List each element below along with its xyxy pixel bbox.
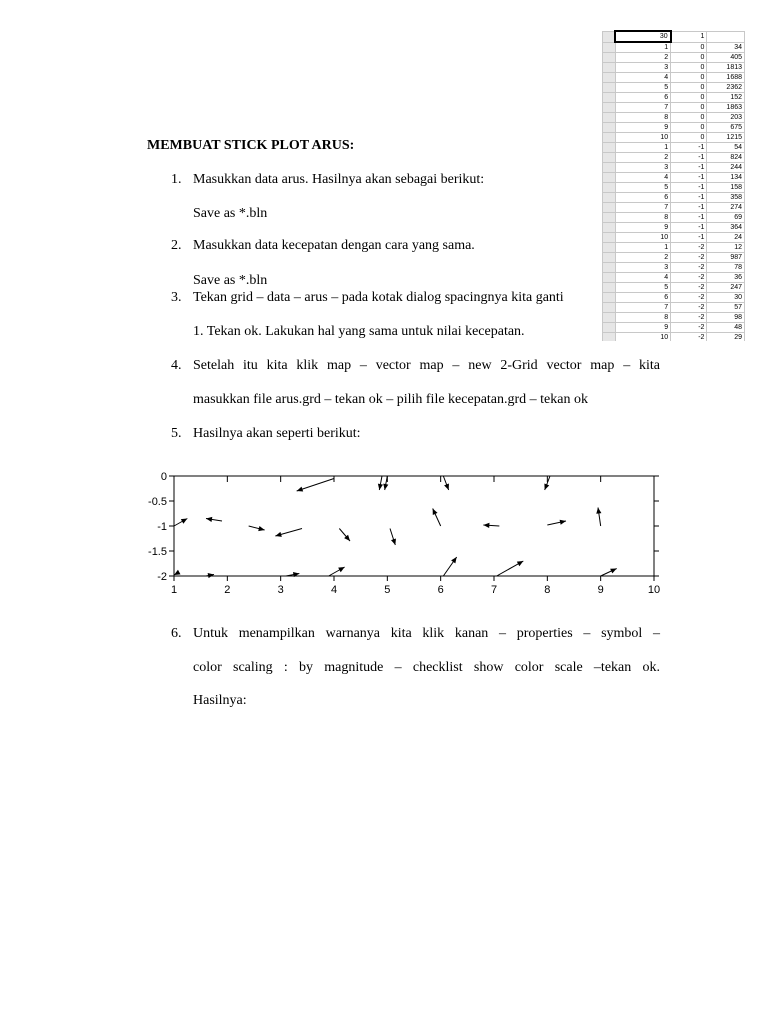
step-2-note: Save as *.bln <box>193 273 268 288</box>
vector-arrowhead <box>596 508 601 514</box>
spreadsheet-cell <box>603 283 616 293</box>
spreadsheet-cell <box>603 183 616 193</box>
spreadsheet-cell: 8 <box>615 213 670 223</box>
spreadsheet-cell <box>603 253 616 263</box>
spreadsheet-cell: 9 <box>615 123 670 133</box>
spreadsheet-cell: 0 <box>671 93 707 103</box>
step-6-text: Untuk menampilkan warnanya kita klik kanan – properties – symbol – <box>193 626 660 641</box>
x-tick-label: 3 <box>277 584 284 596</box>
spreadsheet-cell <box>603 123 616 133</box>
spreadsheet-cell: -2 <box>671 253 707 263</box>
spreadsheet-cell: 3 <box>615 163 670 173</box>
spreadsheet-cell: 6 <box>615 293 670 303</box>
x-tick-label: 1 <box>170 584 178 596</box>
spreadsheet-cell: 824 <box>707 153 745 163</box>
spreadsheet-cell: 6 <box>615 93 670 103</box>
step-3-number: 3. <box>171 290 182 305</box>
spreadsheet-cell <box>603 243 616 253</box>
spreadsheet-cell: 34 <box>707 42 745 53</box>
vector-arrowhead <box>206 517 212 522</box>
spreadsheet-cell: -2 <box>671 263 707 273</box>
x-tick-label: 8 <box>544 584 551 596</box>
spreadsheet-cell: 0 <box>671 53 707 63</box>
spreadsheet-cell: 0 <box>671 113 707 123</box>
spreadsheet-cell <box>603 213 616 223</box>
spreadsheet-cell: 675 <box>707 123 745 133</box>
spreadsheet-cell: 36 <box>707 273 745 283</box>
spreadsheet-cell: -2 <box>671 313 707 323</box>
vector-arrowhead <box>391 538 396 545</box>
spreadsheet-cell: 54 <box>707 143 745 153</box>
spreadsheet-cell <box>603 42 616 53</box>
spreadsheet-cell: -1 <box>671 223 707 233</box>
spreadsheet-cell: -1 <box>671 173 707 183</box>
spreadsheet-row <box>603 163 745 173</box>
step-3-text: Tekan grid – data – arus – pada kotak dialog spacingnya kita ganti <box>193 290 564 305</box>
spreadsheet-cell: -2 <box>671 333 707 342</box>
spreadsheet-cell <box>603 173 616 183</box>
x-tick-label: 5 <box>384 584 391 596</box>
spreadsheet-row <box>603 263 745 273</box>
step-2-text: Masukkan data kecepatan dengan cara yang sama. <box>193 238 475 253</box>
spreadsheet-cell: -2 <box>671 273 707 283</box>
x-tick-label: 10 <box>647 584 661 596</box>
spreadsheet-row <box>603 323 745 333</box>
spreadsheet-cell: -1 <box>671 193 707 203</box>
spreadsheet-cell: 1863 <box>707 103 745 113</box>
spreadsheet-cell: 203 <box>707 113 745 123</box>
spreadsheet-cell <box>603 133 616 143</box>
spreadsheet-row <box>603 253 745 263</box>
spreadsheet-cell: 0 <box>671 103 707 113</box>
spreadsheet-cell: 0 <box>671 123 707 133</box>
spreadsheet-row <box>603 63 745 73</box>
step-6-number: 6. <box>171 626 182 641</box>
step-6-text-cont: color scaling : by magnitude – checklist show color scale –tekan ok. <box>193 660 660 675</box>
spreadsheet-cell: 7 <box>615 103 670 113</box>
spreadsheet-cell: 0 <box>671 133 707 143</box>
spreadsheet-row <box>603 31 745 42</box>
step-1-text: Masukkan data arus. Hasilnya akan sebagai berikut: <box>193 172 485 187</box>
vector-arrowhead <box>174 570 181 575</box>
spreadsheet-cell <box>603 31 616 42</box>
spreadsheet-cell: -1 <box>671 203 707 213</box>
spreadsheet-cell: 57 <box>707 303 745 313</box>
spreadsheet-cell: 1 <box>615 42 670 53</box>
vector-arrowhead <box>451 557 457 563</box>
spreadsheet-row <box>603 73 745 83</box>
spreadsheet-row <box>603 183 745 193</box>
spreadsheet-cell <box>603 53 616 63</box>
y-tick-label: -2 <box>157 571 167 583</box>
spreadsheet-cell: 69 <box>707 213 745 223</box>
spreadsheet-cell <box>603 63 616 73</box>
spreadsheet-cell <box>603 323 616 333</box>
spreadsheet-cell: -1 <box>671 163 707 173</box>
plot-frame <box>174 476 654 576</box>
spreadsheet-cell: 152 <box>707 93 745 103</box>
spreadsheet-cell: 9 <box>615 323 670 333</box>
y-tick-label: -1.5 <box>148 546 167 558</box>
spreadsheet-image <box>602 30 745 341</box>
spreadsheet-cell <box>603 203 616 213</box>
spreadsheet-cell: 7 <box>615 303 670 313</box>
spreadsheet-row <box>603 173 745 183</box>
vector-arrowhead <box>275 532 281 537</box>
spreadsheet-row <box>603 223 745 233</box>
spreadsheet-cell: 3 <box>615 63 670 73</box>
spreadsheet-cell: 10 <box>615 233 670 243</box>
spreadsheet-row <box>603 303 745 313</box>
spreadsheet-row <box>603 193 745 203</box>
spreadsheet-row <box>603 42 745 53</box>
spreadsheet-cell <box>603 313 616 323</box>
vector-arrowhead <box>297 487 304 492</box>
spreadsheet-cell: -2 <box>671 293 707 303</box>
spreadsheet-row <box>603 93 745 103</box>
spreadsheet-row <box>603 273 745 283</box>
spreadsheet-cell: -2 <box>671 323 707 333</box>
spreadsheet-cell: 244 <box>707 163 745 173</box>
spreadsheet-row <box>603 103 745 113</box>
spreadsheet-cell: 12 <box>707 243 745 253</box>
y-tick-label: 0 <box>160 471 167 483</box>
spreadsheet-cell: 0 <box>671 73 707 83</box>
spreadsheet-cell <box>603 233 616 243</box>
spreadsheet-cell <box>603 83 616 93</box>
spreadsheet-row <box>603 243 745 253</box>
spreadsheet-cell <box>603 333 616 342</box>
y-tick-label: -0.5 <box>148 496 167 508</box>
spreadsheet-cell: 48 <box>707 323 745 333</box>
spreadsheet-cell: 4 <box>615 273 670 283</box>
step-1-number: 1. <box>171 172 182 187</box>
step-4-text-cont: masukkan file arus.grd – tekan ok – pilih file kecepatan.grd – tekan ok <box>193 392 588 407</box>
spreadsheet-cell: 10 <box>615 333 670 342</box>
spreadsheet-row <box>603 203 745 213</box>
spreadsheet-cell <box>603 263 616 273</box>
vector-arrowhead <box>378 484 383 490</box>
spreadsheet-cell: 5 <box>615 283 670 293</box>
x-tick-label: 9 <box>597 584 604 596</box>
spreadsheet-cell: -2 <box>671 283 707 293</box>
spreadsheet-cell: 134 <box>707 173 745 183</box>
step-4-number: 4. <box>171 358 182 373</box>
vector-arrowhead <box>258 526 264 531</box>
spreadsheet-table <box>602 30 745 341</box>
spreadsheet-cell: 1215 <box>707 133 745 143</box>
spreadsheet-cell: -1 <box>671 143 707 153</box>
spreadsheet-cell: 1 <box>615 143 670 153</box>
document-title: MEMBUAT STICK PLOT ARUS: <box>147 138 355 153</box>
spreadsheet-row <box>603 233 745 243</box>
spreadsheet-row <box>603 153 745 163</box>
spreadsheet-row <box>603 113 745 123</box>
spreadsheet-cell <box>707 31 745 42</box>
step-5-text: Hasilnya akan seperti berikut: <box>193 426 361 441</box>
spreadsheet-row <box>603 123 745 133</box>
x-tick-label: 7 <box>490 584 498 596</box>
spreadsheet-cell <box>603 273 616 283</box>
spreadsheet-cell: -2 <box>671 303 707 313</box>
step-4-text: Setelah itu kita klik map – vector map – new 2-Grid vector map – kita <box>193 358 660 373</box>
spreadsheet-cell: 987 <box>707 253 745 263</box>
spreadsheet-cell: 29 <box>707 333 745 342</box>
x-tick-label: 6 <box>437 584 444 596</box>
spreadsheet-cell: 30 <box>707 293 745 303</box>
vector-arrowhead <box>483 523 489 528</box>
spreadsheet-cell: 0 <box>671 63 707 73</box>
spreadsheet-cell: 2 <box>615 253 670 263</box>
stick-plot-chart <box>140 462 670 602</box>
spreadsheet-cell: 2 <box>615 53 670 63</box>
spreadsheet-row <box>603 133 745 143</box>
spreadsheet-cell: 0 <box>671 42 707 53</box>
spreadsheet-cell: 5 <box>615 183 670 193</box>
spreadsheet-cell: 9 <box>615 223 670 233</box>
step-1-note: Save as *.bln <box>193 206 268 221</box>
spreadsheet-cell <box>603 193 616 203</box>
spreadsheet-row <box>603 313 745 323</box>
spreadsheet-cell: 405 <box>707 53 745 63</box>
spreadsheet-cell: 6 <box>615 193 670 203</box>
spreadsheet-cell: 1813 <box>707 63 745 73</box>
spreadsheet-cell: 158 <box>707 183 745 193</box>
vector-arrowhead <box>383 484 388 490</box>
spreadsheet-cell <box>603 153 616 163</box>
spreadsheet-cell: -1 <box>671 183 707 193</box>
vector-arrowhead <box>444 483 449 490</box>
spreadsheet-cell: 2 <box>615 153 670 163</box>
spreadsheet-cell: 0 <box>671 83 707 93</box>
spreadsheet-cell: 274 <box>707 203 745 213</box>
spreadsheet-cell: -1 <box>671 213 707 223</box>
spreadsheet-cell: 358 <box>707 193 745 203</box>
spreadsheet-cell: 8 <box>615 113 670 123</box>
spreadsheet-cell: 4 <box>615 73 670 83</box>
spreadsheet-cell: 4 <box>615 173 670 183</box>
spreadsheet-cell <box>603 303 616 313</box>
spreadsheet-cell: 364 <box>707 223 745 233</box>
spreadsheet-cell: 98 <box>707 313 745 323</box>
spreadsheet-cell: -2 <box>671 243 707 253</box>
spreadsheet-row <box>603 283 745 293</box>
spreadsheet-cell: -1 <box>671 153 707 163</box>
vector-arrowhead <box>544 483 549 490</box>
step-2-number: 2. <box>171 238 182 253</box>
spreadsheet-cell: 5 <box>615 83 670 93</box>
spreadsheet-cell <box>603 103 616 113</box>
spreadsheet-row <box>603 53 745 63</box>
spreadsheet-row <box>603 213 745 223</box>
spreadsheet-cell: 1688 <box>707 73 745 83</box>
spreadsheet-cell: 2362 <box>707 83 745 93</box>
spreadsheet-cell <box>603 93 616 103</box>
spreadsheet-cell: 247 <box>707 283 745 293</box>
x-tick-label: 4 <box>330 584 338 596</box>
spreadsheet-cell: 24 <box>707 233 745 243</box>
spreadsheet-cell: 3 <box>615 263 670 273</box>
step-3-text-cont: 1. Tekan ok. Lakukan hal yang sama untuk nilai kecepatan. <box>193 324 525 339</box>
spreadsheet-row <box>603 293 745 303</box>
spreadsheet-cell: 1 <box>671 31 707 42</box>
spreadsheet-cell <box>603 113 616 123</box>
spreadsheet-cell: 78 <box>707 263 745 273</box>
step-6-result-label: Hasilnya: <box>193 693 247 708</box>
spreadsheet-row <box>603 83 745 93</box>
spreadsheet-cell: 7 <box>615 203 670 213</box>
spreadsheet-row <box>603 333 745 342</box>
spreadsheet-row <box>603 143 745 153</box>
step-5-number: 5. <box>171 426 182 441</box>
x-tick-label: 2 <box>224 584 231 596</box>
spreadsheet-cell: -1 <box>671 233 707 243</box>
spreadsheet-cell: 10 <box>615 133 670 143</box>
spreadsheet-cell <box>603 143 616 153</box>
vector-arrowhead <box>560 520 566 525</box>
spreadsheet-cell <box>603 223 616 233</box>
spreadsheet-cell <box>603 293 616 303</box>
spreadsheet-cell: 30 <box>615 31 670 42</box>
y-tick-label: -1 <box>157 521 167 533</box>
spreadsheet-cell <box>603 73 616 83</box>
spreadsheet-cell: 8 <box>615 313 670 323</box>
spreadsheet-cell: 1 <box>615 243 670 253</box>
spreadsheet-cell <box>603 163 616 173</box>
